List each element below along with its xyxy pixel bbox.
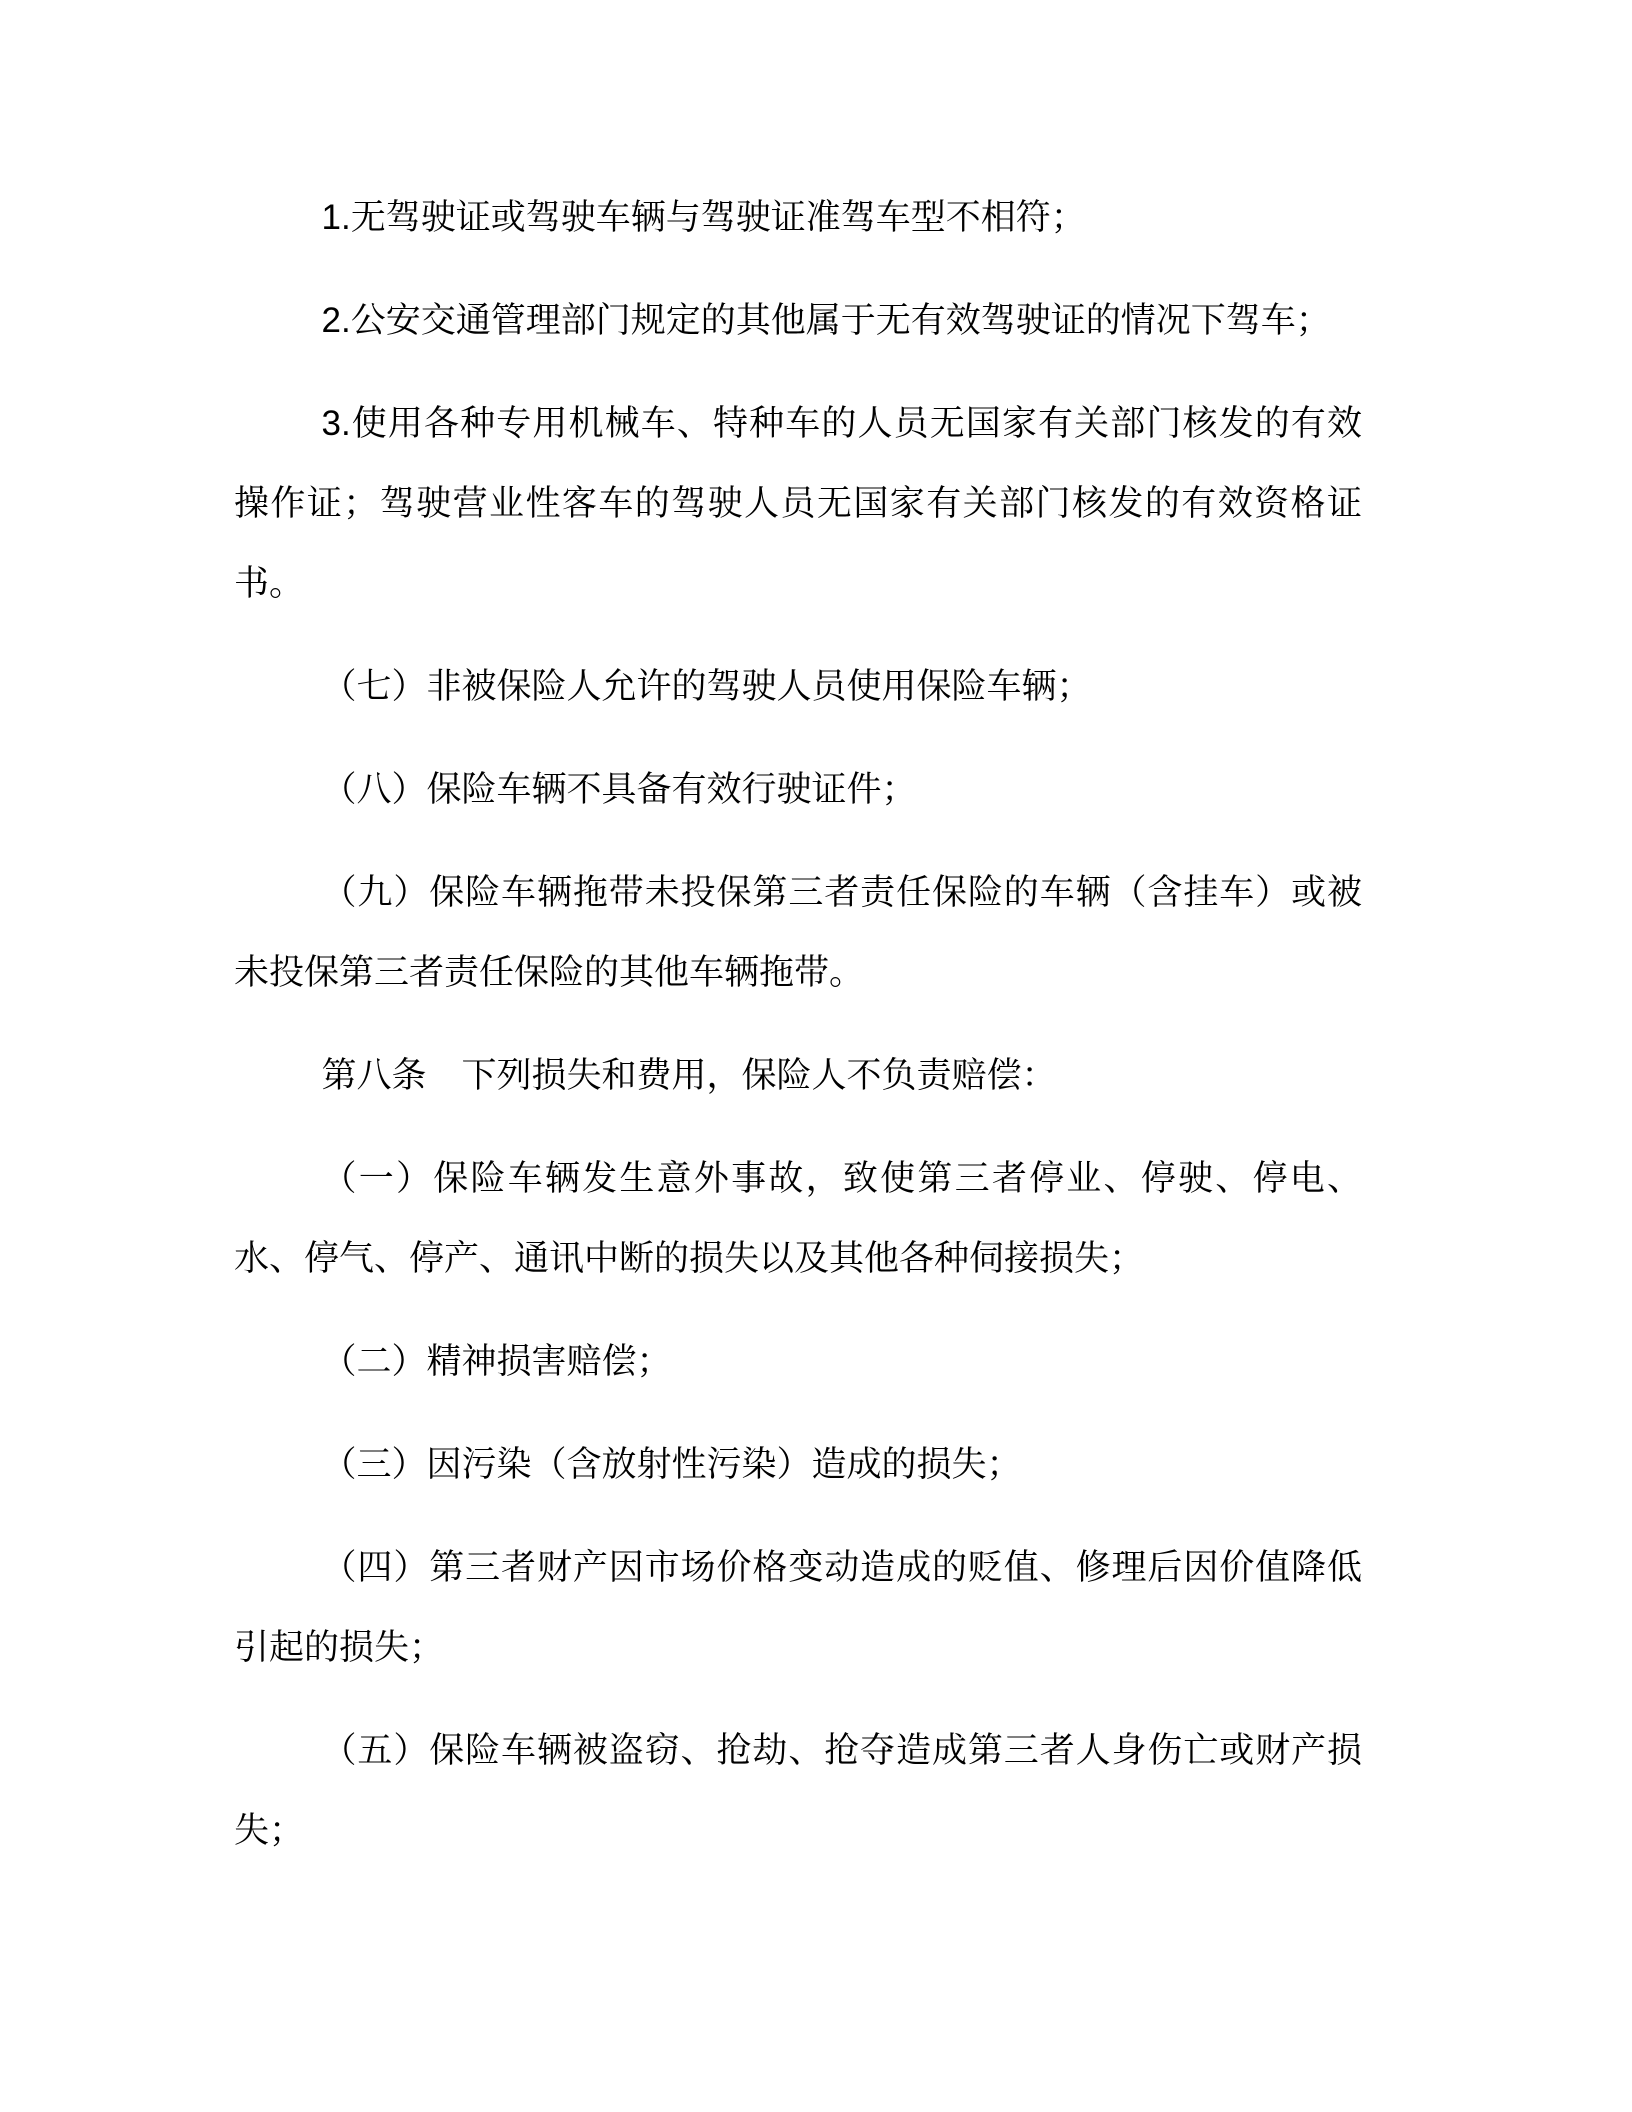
exclusion-item-1: （一）保险车辆发生意外事故，致使第三者停业、停驶、停电、水、停气、停产、通讯中断的损失以及其他各种伺接损失； xyxy=(234,1159,1362,1278)
clause-item-7: （七）非被保险人允许的驾驶人员使用保险车辆； xyxy=(321,667,1092,706)
sub-item-3: 3.使用各种专用机械车、特种车的人员无国家有关部门核发的有效操作证；驾驶营业性客车的驾驶人员无国家有关部门核发的有效资格证书。 xyxy=(234,404,1362,603)
exclusion-item-4: （四）第三者财产因市场价格变动造成的贬值、修理后因价值降低引起的损失； xyxy=(234,1548,1362,1667)
sub-item-2: 2.公安交通管理部门规定的其他属于无有效驾驶证的情况下驾车； xyxy=(321,301,1331,340)
clause-item-9: （九）保险车辆拖带未投保第三者责任保险的车辆（含挂车）或被未投保第三者责任保险的其他车辆拖带。 xyxy=(234,873,1362,992)
sub-item-1: 1.无驾驶证或驾驶车辆与驾驶证准驾车型不相符； xyxy=(321,198,1086,237)
clause-item-8: （八）保险车辆不具备有效行驶证件； xyxy=(321,770,917,809)
article-8-heading: 第八条 下列损失和费用，保险人不负责赔偿： xyxy=(321,1056,1057,1095)
exclusion-item-2: （二）精神损害赔偿； xyxy=(321,1342,672,1381)
exclusion-item-5: （五）保险车辆被盗窃、抢劫、抢夺造成第三者人身伤亡或财产损失； xyxy=(234,1731,1362,1850)
exclusion-item-3: （三）因污染（含放射性污染）造成的损失； xyxy=(321,1445,1022,1484)
